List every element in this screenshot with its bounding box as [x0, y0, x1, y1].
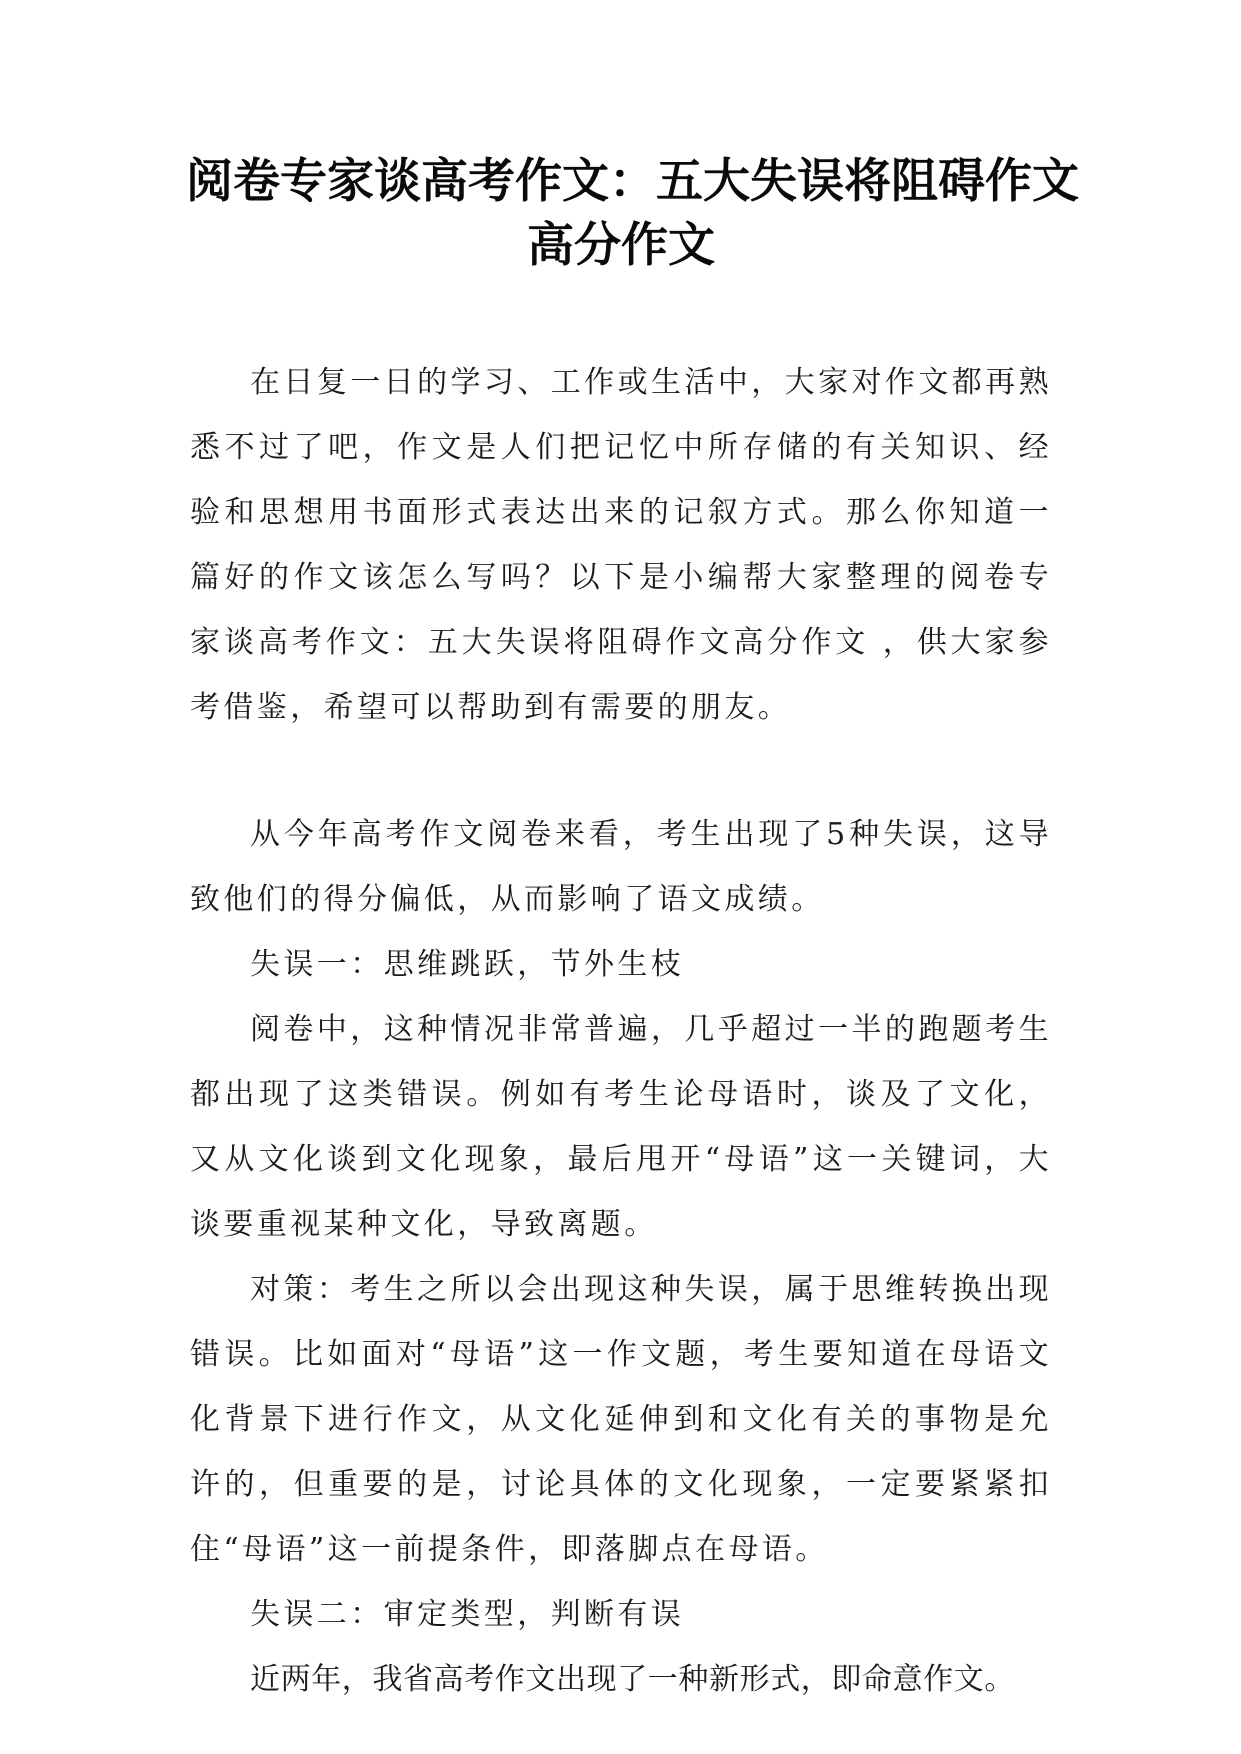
section-heading-mistake-2: 失误二：审定类型，判断有误	[250, 1597, 685, 1632]
body-paragraph: 近两年，我省高考作文出现了一种新形式，即命意作文。	[250, 1662, 1015, 1697]
document-body	[190, 350, 1052, 1712]
title-line-2: 高分作文	[527, 218, 715, 273]
body-paragraph: 对策：考生之所以会出现这种失误，属于思维转换出现错误。比如面对“母语”这一作文题，考生要知道在母语文化背景下进行作文，从文化延伸到和文化有关的事物是允许的，但重要的是，讨论具体的文化现象，一定要紧紧扣住“母语”这一前提条件，即落脚点在母语。	[190, 1272, 1052, 1567]
paragraph-gap	[190, 740, 1052, 802]
title-line-1: 阅卷专家谈高考作文：五大失误将阻碍作文	[186, 154, 1079, 209]
body-paragraph: 阅卷中，这种情况非常普遍，几乎超过一半的跑题考生都出现了这类错误。例如有考生论母语时，谈及了文化，又从文化谈到文化现象，最后甩开“母语”这一关键词，大谈要重视某种文化，导致离题。	[190, 1012, 1052, 1242]
body-paragraph: 从今年高考作文阅卷来看，考生出现了5种失误，这导致他们的得分偏低，从而影响了语文成绩。	[190, 817, 1052, 917]
intro-paragraph: 在日复一日的学习、工作或生活中，大家对作文都再熟悉不过了吧，作文是人们把记忆中所存储的有关知识、经验和思想用书面形式表达出来的记叙方式。那么你知道一篇好的作文该怎么写吗？以下是小编帮大家整理的阅卷专家谈高考作文：五大失误将阻碍作文高分作文 ，供大家参考借鉴，希望可以帮助到有需要的朋友。	[190, 365, 1052, 725]
section-heading-mistake-1: 失误一：思维跳跃，节外生枝	[250, 947, 685, 982]
document-title	[186, 150, 1079, 278]
